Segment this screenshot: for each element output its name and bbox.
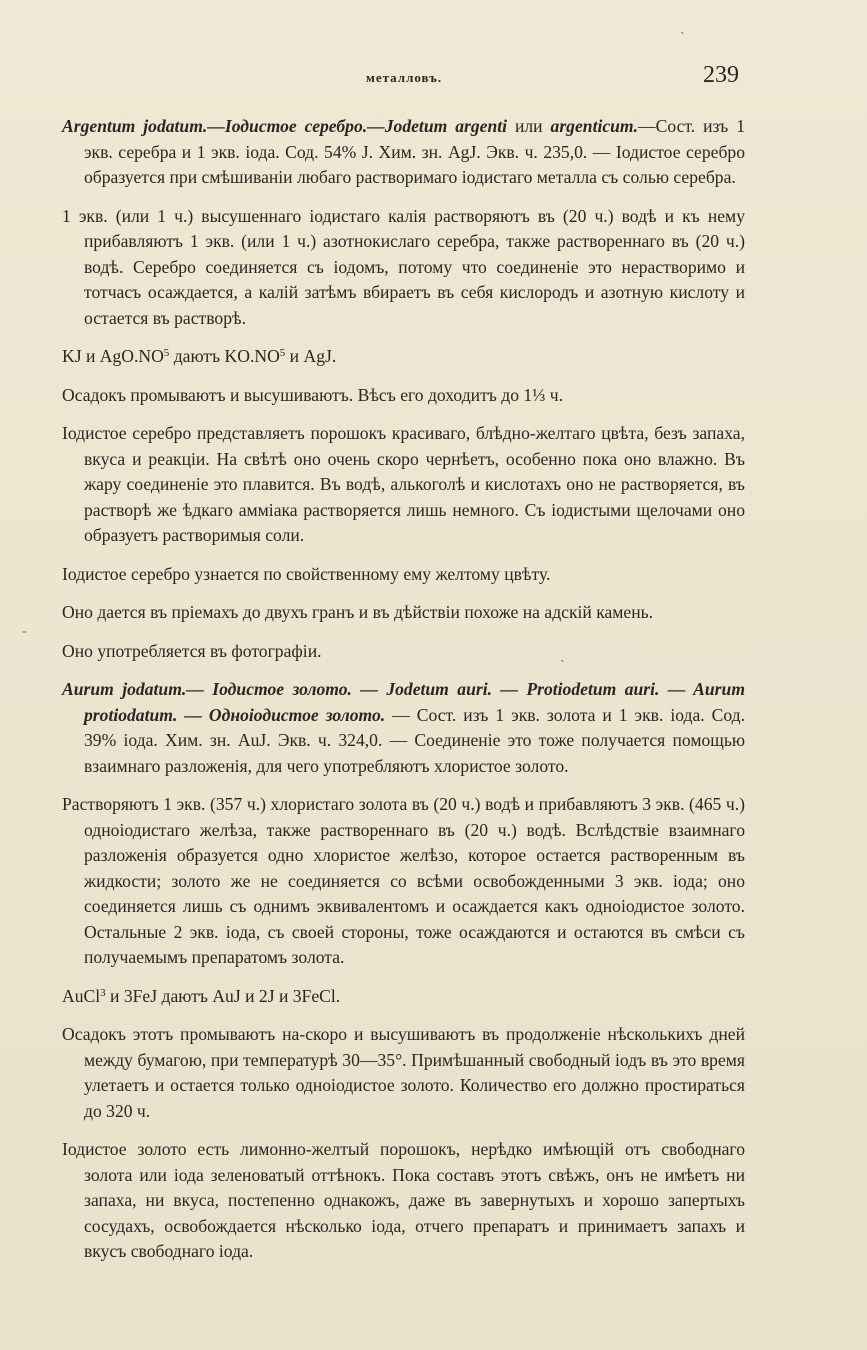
paragraph [62,1137,745,1265]
paragraph [62,114,745,191]
paragraph [62,677,745,779]
text-segment: —Сост. изъ 1 экв. серебра и 1 экв. іода. Сод. 54% J. Хим. зн. AgJ. Экв. ч. 235,0. — Іодистое серебро образуется при смѣшиваніи любаго растворимаго іодистаго металла съ солью серебра. [84,116,745,187]
latin-term: argenticum. [550,116,639,136]
text-segment: Осадокъ промываютъ и высушиваютъ. Вѣсъ его доходитъ до 1⅓ ч. [62,384,564,405]
paragraph [62,383,745,409]
text-segment: — Сост. изъ 1 экв. золота и 1 экв. іода. Сод. 39% іода. Хим. зн. AuJ. Экв. ч. 324,0. — Соединеніе это тоже получается помощью взаимнаго разложенія, для чего употребляютъ хлористое золото. [84,704,746,776]
text-segment: 1 экв. (или 1 ч.) высушеннаго іодистаго калія растворяютъ въ (20 ч.) водѣ и къ нему прибавляютъ 1 экв. (или 1 ч.) азотнокислаго серебра, также раствореннаго въ (20 ч.) водѣ. Серебро соединяется съ іодомъ, потому что соединеніе это нерастворимо и тотчасъ осаждается, а калій затѣмъ вбираетъ въ себя кислородъ и азотную кислоту и остается въ растворѣ. [62,205,745,328]
superscript: 5 [163,347,170,359]
text-segment: или [507,116,551,136]
text-segment: KJ и AgO.NO [62,346,164,366]
text-segment: AuCl [62,985,101,1006]
text-segment: Іодистое золото есть лимонно-желтый порошокъ, нерѣдко имѣющій отъ свободнаго золота или іода зеленоватый оттѣнокъ. Пока составъ этотъ свѣжъ, онъ не имѣетъ ни запаха, ни вкуса, постепенно однакожъ, даже въ завернутыхъ и хорошо запертыхъ сосудахъ, освобождается нѣсколько іода, отчего препаратъ и принимаетъ запахъ и вкусъ свободнаго іода. [62,1139,745,1261]
text-segment: Оно дается въ пріемахъ до двухъ гранъ и въ дѣйствіи похоже на адскій камень. [62,602,654,622]
running-title: металловъ. [366,70,443,85]
paragraph [62,344,745,370]
paragraph [62,421,745,549]
text-segment: Іодистое серебро узнается по свойственному ему желтому цвѣту. [62,563,551,584]
text-segment: и AgJ. [285,346,337,366]
paragraph [62,562,745,588]
page-number: 239 [703,62,739,88]
paragraph [62,204,745,332]
paragraph [62,792,745,971]
text-segment: Растворяютъ 1 экв. (357 ч.) хлористаго золота въ (20 ч.) водѣ и прибавляютъ 3 экв. (465 ч.) одноіодистаго желѣза, также раствореннаго въ (20 ч.) водѣ. Вслѣдствіе взаимнаго разложенія образуется одно хлористое желѣзо, которое остается растворенным въ жидкости; золото же не соединяется со всѣми освобожденными 3 экв. іода; оно соединяется лишь съ однимъ эквивалентомъ и осаждается какъ одноіодистое золото. Остальные 2 экв. іода, съ своей стороны, тоже осаждаются и остаются въ смѣси съ получаемымъ препаратомъ золота. [62,794,745,967]
latin-term: Aurum jodatum.— Іодистое золото. — Jodetum auri. — Protiodetum auri. — Aurum protiodatum. — Одноіодистое золото. [62,679,745,725]
superscript: 3 [100,986,106,999]
paper-speck: ˎ [680,20,685,35]
text-segment: и 3FeJ даютъ AuJ и 2J и 3FeCl. [105,985,341,1006]
paragraph [62,639,745,665]
superscript: 5 [279,347,286,359]
text-segment: Оно употребляется въ фотографіи. [62,640,322,661]
paragraph [62,984,745,1010]
text-segment: Осадокъ этотъ промываютъ на-скоро и высушиваютъ въ продолженіе нѣсколькихъ дней между бумагою, при температурѣ 30—35°. Примѣшанный свободный іодъ въ это время улетаетъ и остается только одноіодистое золото. Количество его должно простираться до 320 ч. [62,1024,745,1121]
paper-speck: ˎ [560,648,565,663]
text-segment: даютъ KO.NO [169,346,280,366]
text-segment: Іодистое серебро представляетъ порошокъ красиваго, блѣдно-желтаго цвѣта, безъ запаха, вкуса и реакціи. На свѣтѣ оно очень скоро чернѣетъ, особенно пока оно влажно. Въ жару соединеніе это плавится. Въ водѣ, алькоголѣ и кислотахъ оно не растворяется, въ растворѣ же ѣдкаго амміака растворяется лишь немного. Съ іодистыми щелочами оно образуетъ растворимыя соли. [62,423,745,545]
latin-term: Argentum jodatum.—Іодистое серебро.—Jodetum argenti [62,116,508,136]
paragraph [62,600,745,626]
body-text [62,114,745,1278]
running-head [0,62,867,96]
paragraph [62,1022,745,1124]
paper-speck: - [22,624,27,639]
